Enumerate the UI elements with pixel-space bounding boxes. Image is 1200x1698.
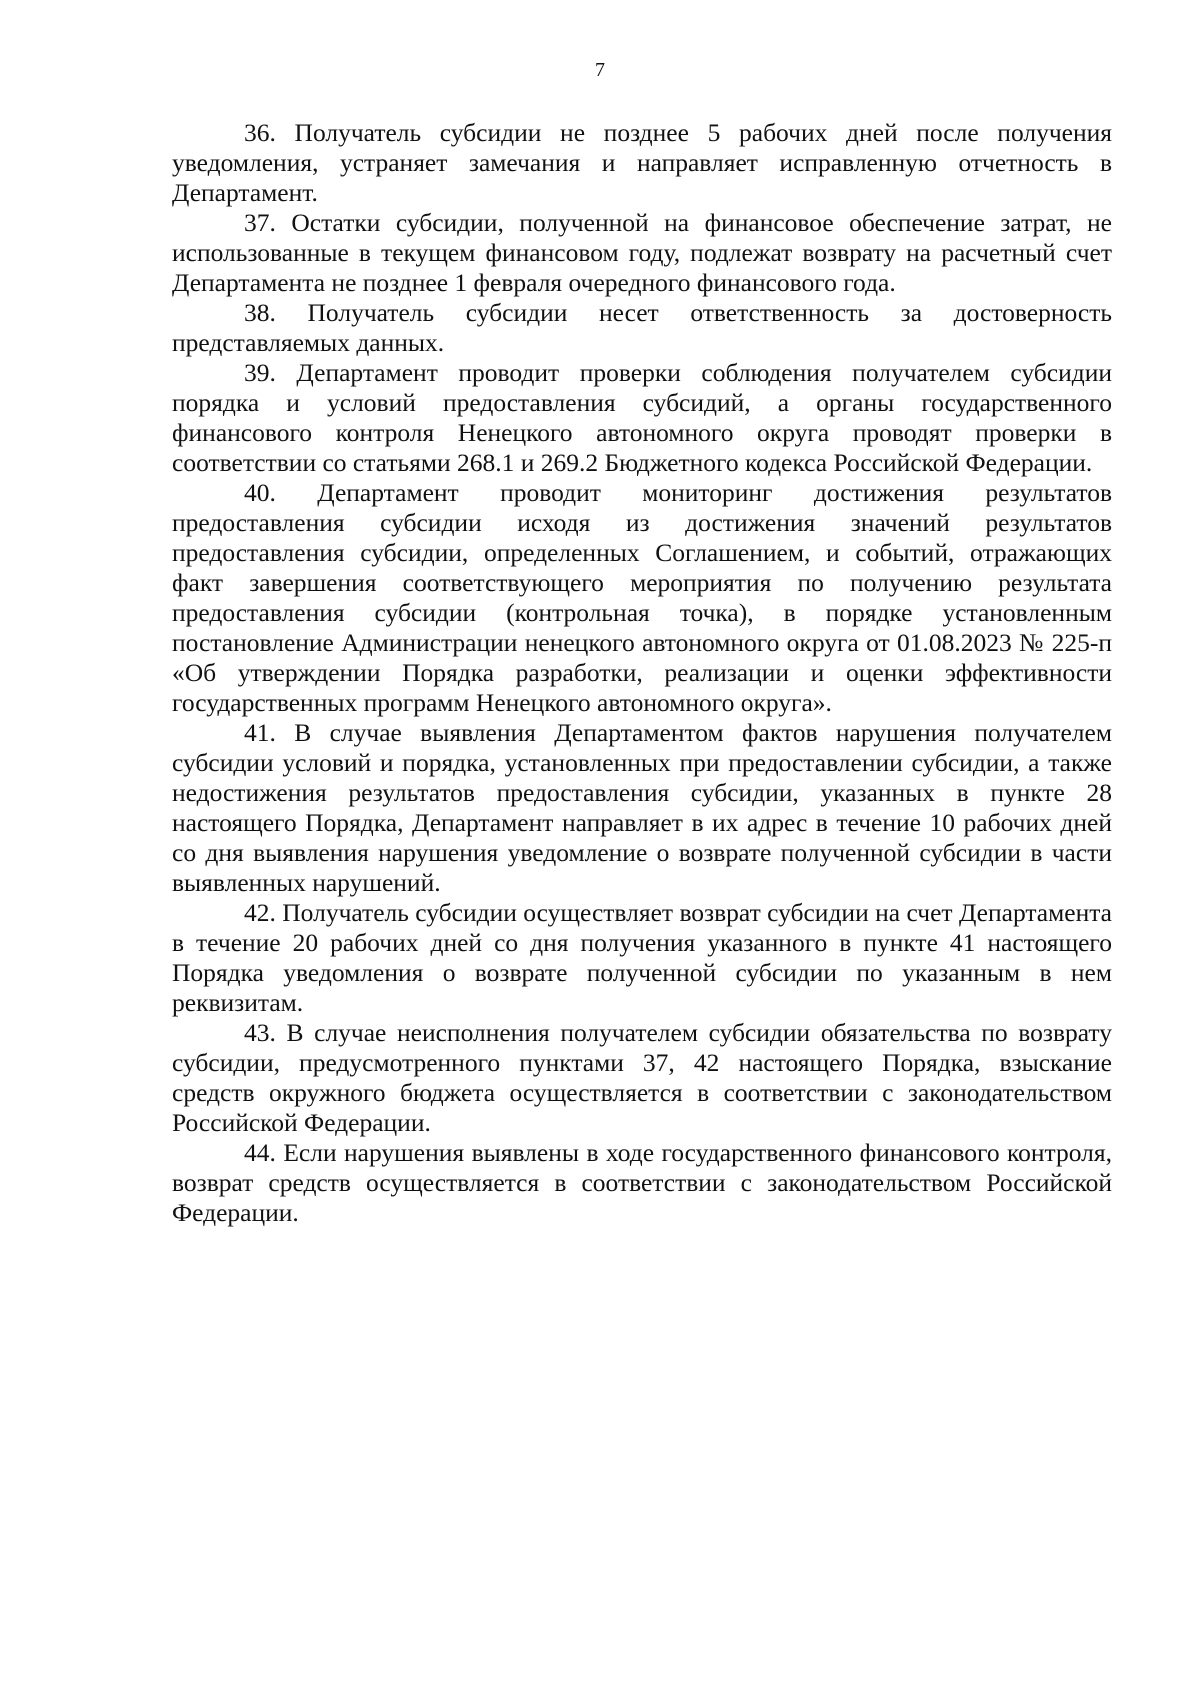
paragraph-41: 41. В случае выявления Департаментом фактов нарушения получателем субсидии условий и порядка, установленных при предоставлении субсидии, а также недостижения результатов предоставления субсидии, указанных в пункте 28 настоящего Порядка, Департамент направляет в их адрес в течение 10 рабочих дней со дня выявления нарушения уведомление о возврате полученной субсидии в части выявленных нарушений. (172, 718, 1112, 897)
paragraph-40: 40. Департамент проводит мониторинг достижения результатов предоставления субсидии исходя из достижения значений результатов предоставления субсидии, определенных Соглашением, и событий, отражающих факт завершения соответствующего мероприятия по получению результата предоставления субсидии (контрольная точка), в порядке установленным постановление Администрации ненецкого автономного округа от 01.08.2023 № 225-п «Об утверждении Порядка разработки, реализации и оценки эффективности государственных программ Ненецкого автономного округа». (172, 478, 1112, 717)
paragraph-39: 39. Департамент проводит проверки соблюдения получателем субсидии порядка и условий предоставления субсидий, а органы государственного финансового контроля Ненецкого автономного округа проводят проверки в соответствии со статьями 268.1 и 269.2 Бюджетного кодекса Российской Федерации. (172, 358, 1112, 477)
document-body (172, 118, 1112, 1228)
page-number: 7 (595, 59, 605, 81)
paragraph-44: 44. Если нарушения выявлены в ходе государственного финансового контроля, возврат средств осуществляется в соответствии с законодательством Российской Федерации. (172, 1138, 1112, 1227)
paragraph-37: 37. Остатки субсидии, полученной на финансовое обеспечение затрат, не использованные в текущем финансовом году, подлежат возврату на расчетный счет Департамента не позднее 1 февраля очередного финансового года. (172, 208, 1112, 297)
paragraph-43: 43. В случае неисполнения получателем субсидии обязательства по возврату субсидии, предусмотренного пунктами 37, 42 настоящего Порядка, взыскание средств окружного бюджета осуществляется в соответствии с законодательством Российской Федерации. (172, 1018, 1112, 1137)
paragraph-36: 36. Получатель субсидии не позднее 5 рабочих дней после получения уведомления, устраняет замечания и направляет исправленную отчетность в Департамент. (172, 118, 1112, 207)
paragraph-42: 42. Получатель субсидии осуществляет возврат субсидии на счет Департамента в течение 20 рабочих дней со дня получения указанного в пункте 41 настоящего Порядка уведомления о возврате полученной субсидии по указанным в нем реквизитам. (172, 898, 1112, 1017)
paragraph-38: 38. Получатель субсидии несет ответственность за достоверность представляемых данных. (172, 298, 1112, 357)
